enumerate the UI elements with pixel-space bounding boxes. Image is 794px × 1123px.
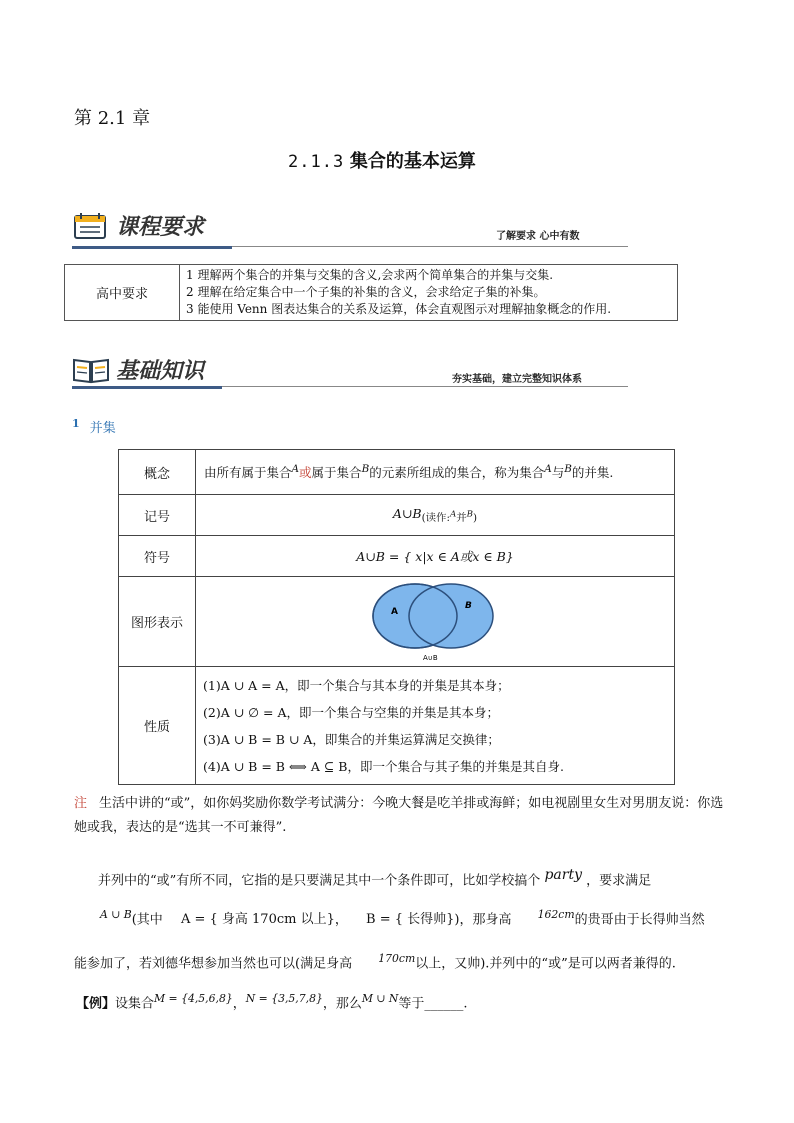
text-fragment: 与 — [551, 465, 565, 481]
notation: A∪B — [392, 505, 422, 521]
requirement-item: 3 能使用 Venn 图表达集合的关系及运算，体会直观图示对理解抽象概念的作用. — [186, 302, 612, 316]
requirement-item: 2 理解在给定集合中一个子集的补集的含义，会求给定子集的补集。 — [186, 285, 546, 299]
text-or: 或 — [299, 465, 312, 481]
symbol-label: 符号 — [119, 536, 196, 577]
text-fragment: 能参加了，若刘德华想参加当然也可以(满足身高 — [74, 956, 353, 972]
var-a: A — [291, 462, 300, 475]
var-b: B — [564, 462, 572, 475]
page-title — [288, 147, 476, 173]
property-label: 性质 — [119, 667, 196, 785]
venn-diagram — [365, 578, 505, 662]
note-tag: 注 — [74, 796, 88, 811]
text-fragment: 由所有属于集合 — [204, 465, 292, 481]
read-as: (读作: — [421, 512, 450, 525]
banner-rule — [72, 246, 232, 249]
explanation-line-2 — [100, 904, 740, 931]
read-as: 并 — [456, 512, 467, 525]
set-m: M = {4,5,6,8} — [154, 992, 233, 1005]
word-party: party — [544, 867, 582, 883]
title-text: 集合的基本运算 — [349, 151, 476, 172]
var-a: A — [544, 462, 552, 475]
example-tag: 【例】 — [76, 996, 116, 1012]
property-list — [196, 667, 675, 785]
property-item: (1)A ∪ A = A，即一个集合与其本身的并集是其本身； — [203, 677, 510, 693]
text-fragment: )，那身高 — [454, 912, 512, 928]
venn-circle-b — [409, 584, 493, 648]
banner-rule — [72, 386, 222, 389]
text-fragment: 的元素所组成的集合，称为集合 — [369, 465, 545, 481]
union-table — [118, 449, 675, 785]
banner-rule-thin — [232, 246, 628, 247]
text-fragment: 并列中的“或”有所不同，它指的是只要满足其中一个条件即可，比如学校搞个 — [98, 873, 541, 889]
venn-label-a: A — [391, 607, 398, 617]
text-fragment: 的贵哥由于长得帅当然 — [574, 912, 705, 928]
requirements-content — [180, 265, 678, 321]
height-170: 170cm — [378, 952, 416, 965]
property-item: (2)A ∪ ∅ = A，即一个集合与空集的并集是其本身； — [203, 704, 499, 720]
calendar-icon — [72, 212, 110, 240]
section-heading — [72, 417, 116, 436]
basic-knowledge-banner — [72, 352, 628, 392]
text-fragment: 属于集合 — [311, 465, 362, 481]
requirement-item: 1 理解两个集合的并集与交集的含义,会求两个简单集合的并集与交集. — [186, 268, 554, 282]
text-fragment: ，那么 — [322, 996, 362, 1012]
example-line — [76, 992, 468, 1011]
venn-caption: A∪B — [423, 654, 438, 662]
notation-label: 记号 — [119, 495, 196, 536]
banner-label: 基础知识 — [116, 359, 205, 384]
requirements-table — [64, 264, 678, 321]
banner-label: 课程要求 — [116, 215, 205, 240]
m-union-n: M ∪ N — [361, 992, 399, 1005]
text-fragment: 以上，又帅).并列中的“或”是可以两者兼得的. — [415, 956, 676, 972]
book-icon — [72, 356, 110, 384]
height-162: 162cm — [537, 908, 575, 921]
property-item: (4)A ∪ B = B ⟺ A ⊆ B，即一个集合与其子集的并集是其自身. — [203, 758, 564, 774]
text-fragment: ，要求满足 — [586, 873, 652, 889]
course-requirements-banner — [72, 208, 628, 248]
requirements-header: 高中要求 — [65, 265, 180, 321]
explanation-line-1 — [98, 864, 738, 892]
read-as: ) — [473, 512, 478, 525]
concept-label: 概念 — [119, 450, 196, 495]
chapter-label: 第 2.1 章 — [74, 108, 151, 129]
concept-text — [196, 450, 675, 495]
text-fragment: (其中 — [131, 912, 163, 928]
symbol-formula: A∪B = { x|x ∈ A或x ∈ B} — [196, 536, 675, 577]
figure-label: 图形表示 — [119, 577, 196, 667]
banner-slogan: 夯实基础，建立完整知识体系 — [452, 374, 582, 385]
title-number: 2.1.3 — [288, 152, 345, 172]
set-n: N = {3,5,7,8} — [245, 992, 323, 1005]
text-fragment: 等于______. — [398, 996, 468, 1012]
notation-cell — [196, 495, 675, 536]
var-b: B — [361, 462, 370, 475]
note-text: 生活中讲的“或”，如你妈奖励你数学考试满分：今晚大餐是吃羊排或海鲜；如电视剧里女生对男朋友说：你选她或我，表达的是“选其一不可兼得”. — [74, 796, 724, 835]
venn-cell — [196, 577, 675, 667]
property-item: (3)A ∪ B = B ∪ A，即集合的并集运算满足交换律； — [203, 731, 500, 747]
text-fragment: 的并集. — [571, 465, 614, 481]
text-fragment: ， — [334, 912, 348, 928]
section-title: 并集 — [89, 421, 116, 437]
text-fragment: ， — [232, 996, 246, 1012]
note-paragraph — [74, 792, 734, 840]
set-a-def: A = { 身高 170cm 以上} — [180, 912, 335, 928]
section-number: 1 — [72, 417, 80, 430]
set-b-def: B = { 长得帅} — [366, 912, 455, 928]
var-b: B — [466, 509, 474, 520]
explanation-line-3 — [74, 948, 754, 975]
banner-rule-thin — [222, 386, 628, 387]
banner-slogan: 了解要求 心中有数 — [496, 231, 580, 242]
aub-formula: A ∪ B — [100, 908, 132, 921]
var-a: A — [449, 509, 457, 520]
venn-label-b: B — [465, 601, 472, 611]
text-fragment: 设集合 — [115, 996, 155, 1012]
